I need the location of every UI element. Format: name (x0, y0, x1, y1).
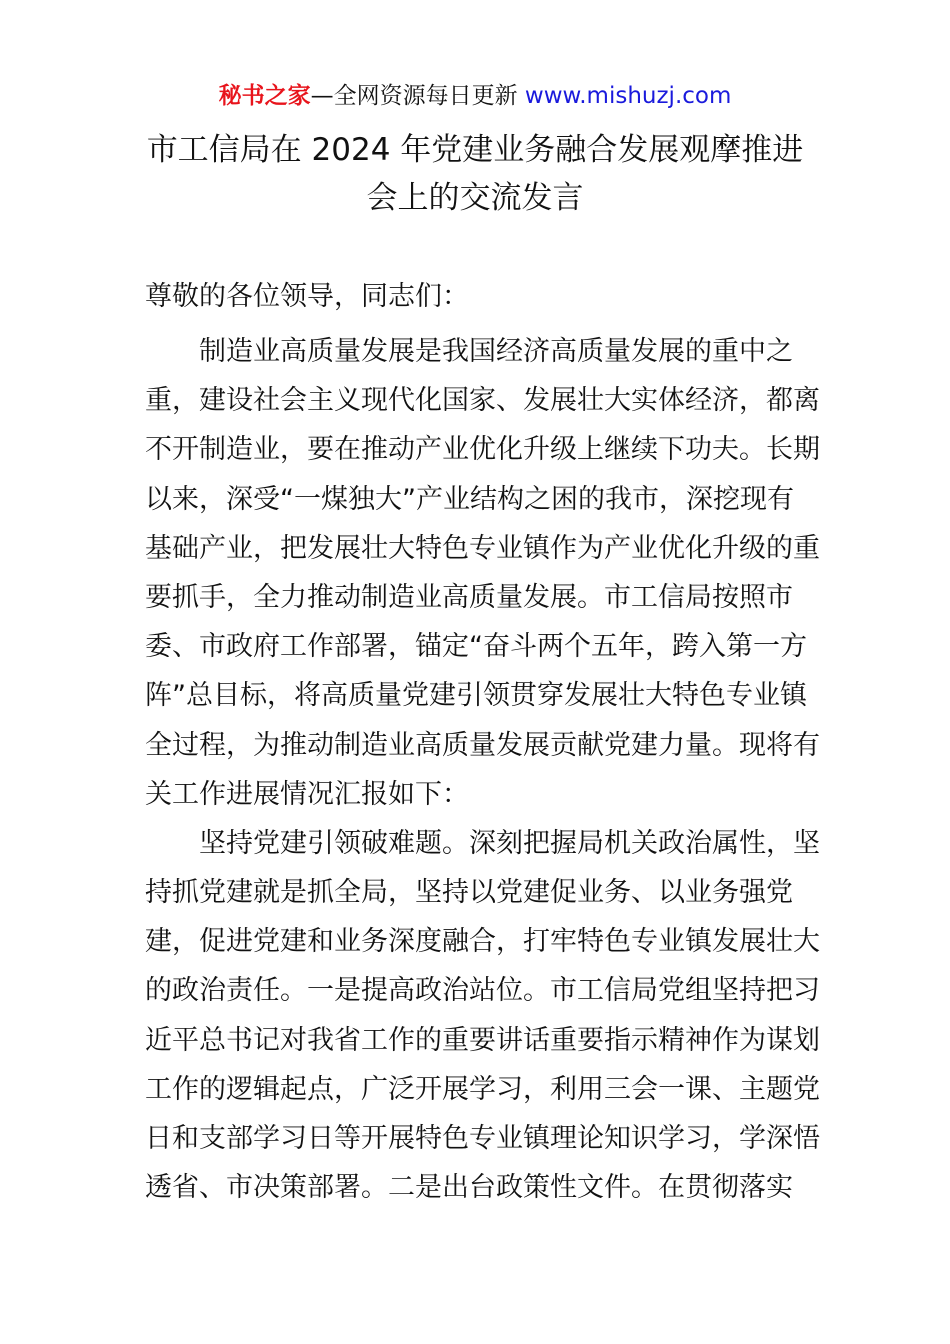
body-line: 委、市政府工作部署，锚定“奋斗两个五年，跨入第一方 (145, 631, 807, 663)
body-line: 坚持党建引领破难题。深刻把握局机关政治属性，坚 (199, 827, 820, 859)
document-body (145, 327, 820, 1212)
document-title (100, 126, 850, 222)
body-line: 透省、市决策部署。二是出台政策性文件。在贯彻落实 (145, 1172, 793, 1204)
site-header (0, 80, 950, 112)
site-brand: 秘书之家 (218, 83, 311, 109)
body-line: 关工作进展情况汇报如下： (145, 778, 469, 810)
body-line: 持抓党建就是抓全局，坚持以党建促业务、以业务强党 (145, 877, 793, 909)
title-line-1: 市工信局在 2024 年党建业务融合发展观摩推进 (146, 132, 804, 168)
body-line: 重，建设社会主义现代化国家、发展壮大实体经济，都离 (145, 385, 820, 417)
body-line: 全过程，为推动制造业高质量发展贡献党建力量。现将有 (145, 729, 820, 761)
body-line: 日和支部学习日等开展特色专业镇理论知识学习，学深悟 (145, 1123, 820, 1154)
body-line: 近平总书记对我省工作的重要讲话重要指示精神作为谋划 (145, 1024, 820, 1056)
site-url-link[interactable]: www.mishuzj.com (524, 83, 732, 109)
body-line: 的政治责任。一是提高政治站位。市工信局党组坚持把习 (145, 975, 820, 1007)
body-line: 要抓手，全力推动制造业高质量发展。市工信局按照市 (145, 581, 793, 613)
body-line: 不开制造业，要在推动产业优化升级上继续下功夫。长期 (145, 434, 820, 466)
body-line: 阵”总目标，将高质量党建引领贯穿发展壮大特色专业镇 (145, 680, 807, 712)
body-line: 制造业高质量发展是我国经济高质量发展的重中之 (199, 336, 793, 367)
body-line: 基础产业，把发展壮大特色专业镇作为产业优化升级的重 (145, 532, 820, 564)
body-line: 以来，深受“一煤独大”产业结构之困的我市，深挖现有 (145, 483, 794, 515)
body-line: 建，促进党建和业务深度融合，打牢特色专业镇发展壮大 (145, 926, 820, 958)
body-line: 工作的逻辑起点，广泛开展学习，利用三会一课、主题党 (145, 1073, 820, 1105)
site-tagline: —全网资源每日更新 (310, 83, 518, 109)
title-line-2: 会上的交流发言 (366, 180, 584, 216)
salutation: 尊敬的各位领导，同志们： (145, 281, 469, 312)
